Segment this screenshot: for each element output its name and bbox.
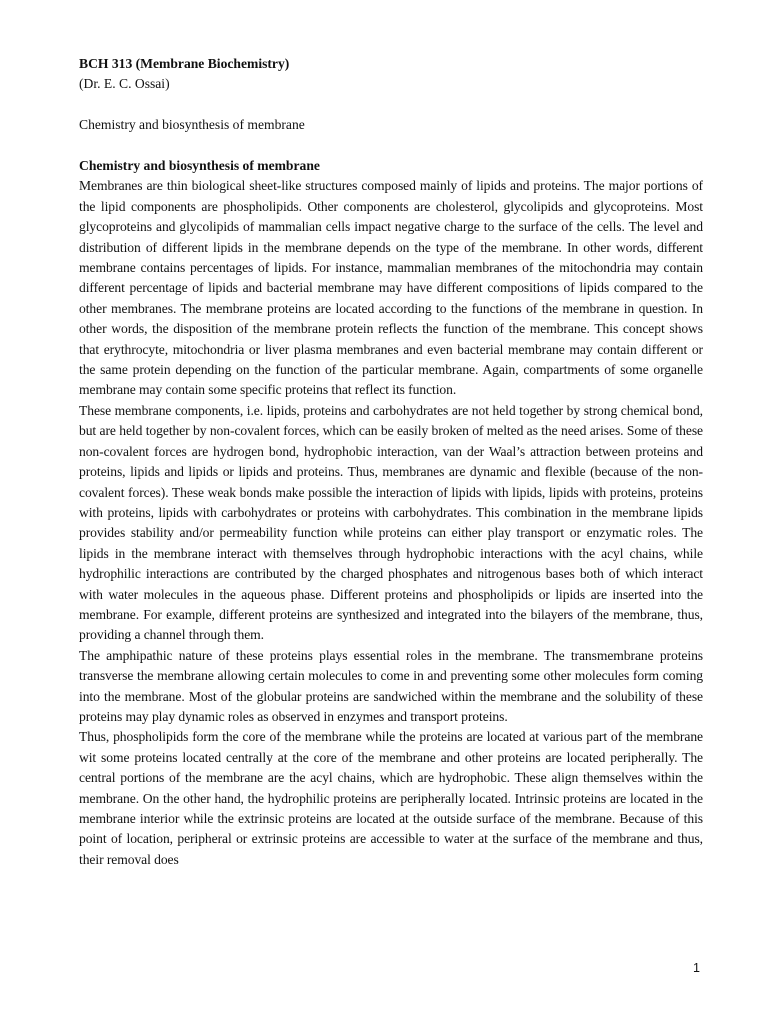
- paragraph-membrane-composition: Membranes are thin biological sheet-like structures composed mainly of lipids and proteins. The major portions of the lipid components are phospholipids. Other components are cholesterol, glycolipids and glycoproteins. Most glycoproteins and glycolipids of mammalian cells impact negative charge to the surface of the cells. The level and distribution of different lipids in the membrane depends on the type of the membrane. In other words, different membrane contains percentages of lipids. For instance, mammalian membranes of the mitochondria may contain different percentage of lipids and bacterial membrane may have different compositions of lipids compared to the other membranes. The membrane proteins are located according to the functions of the membrane in question. In other words, the disposition of the membrane protein reflects the function of the membrane. This concept shows that erythrocyte, mitochondria or liver plasma membranes and even bacterial membrane may contain different or the same protein depending on the function of the particular membrane. Again, compartments of some organelle membrane may contain some specific proteins that reflect its function.: [79, 178, 703, 398]
- paragraph-non-covalent-forces: These membrane components, i.e. lipids, proteins and carbohydrates are not held together by strong chemical bond, but are held together by non-covalent forces, which can be easily broken of melted as the need arises. Some of these non-covalent forces are hydrogen bond, hydrophobic interaction, van der Waal’s attraction between proteins and proteins, lipids and lipids or lipids and proteins. Thus, membranes are dynamic and flexible (because of the non-covalent forces). These weak bonds make possible the interaction of lipids with lipids, lipids with proteins, proteins with proteins, lipids with carbohydrates or proteins with carbohydrates. This combination in the membrane lipids provides stability and/or permeability function while proteins can either play transport or enzymatic roles. The lipids in the membrane interact with themselves through hydrophobic interactions with the acyl chains, while hydrophilic interactions are contributed by the charged phosphates and nitrogenous bases both of which interact with water molecules in the aqueous phase. Different proteins and phospholipids or lipids are inserted into the membrane. For example, different proteins are synthesized and integrated into the bilayers of the membrane, thus, providing a channel through them.: [79, 402, 703, 643]
- lecturer-name: (Dr. E. C. Ossai): [79, 76, 170, 92]
- topic-line: Chemistry and biosynthesis of membrane: [79, 117, 305, 133]
- paragraph-protein-location: Thus, phospholipids form the core of the membrane while the proteins are located at various part of the membrane wit some proteins located centrally at the core of the membrane and other proteins are located peripherally. The central portions of the membrane are the acyl chains, which are hydrophobic. These align themselves within the membrane. On the other hand, the hydrophilic proteins are peripherally located. Intrinsic proteins are located in the membrane interior while the extrinsic proteins are located at the outside surface of the membrane. Because of this point of location, peripheral or extrinsic proteins are accessible to water at the surface of the membrane and thus, their removal does: [79, 729, 703, 867]
- spacer: [79, 95, 703, 115]
- document-body: [79, 54, 703, 870]
- spacer: [79, 136, 703, 156]
- section-heading: Chemistry and biosynthesis of membrane: [79, 158, 320, 173]
- course-title: BCH 313 (Membrane Biochemistry): [79, 56, 290, 71]
- page-number: 1: [693, 961, 700, 975]
- paragraph-amphipathic-proteins: The amphipathic nature of these proteins plays essential roles in the membrane. The transmembrane proteins transverse the membrane allowing certain molecules to come in and preventing some other molecules form coming into the membrane. Most of the globular proteins are sandwiched within the membrane and the solubility of these proteins may play dynamic roles as observed in enzymes and transport proteins.: [79, 647, 703, 724]
